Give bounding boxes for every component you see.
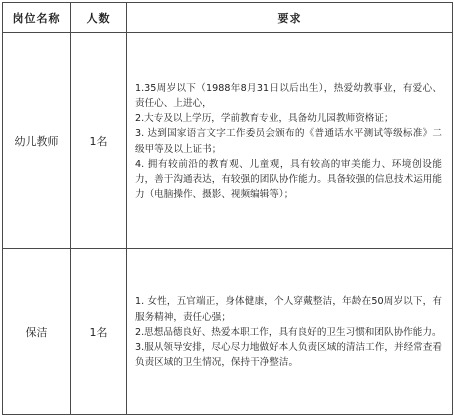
requirement-item: 1. 女性，五官端正，身体健康，个人穿戴整洁，年龄在50周岁以下，有服务精神，责任心强；: [135, 296, 442, 323]
requirement-item: 3. 达到国家语言文字工作委员会颁布的《普通话水平测试等级标准》二级甲等及以上证书；: [135, 128, 442, 155]
count-cell: 1名: [71, 249, 127, 415]
header-position: 岗位名称: [3, 3, 71, 33]
header-count: 人数: [71, 3, 127, 33]
position-cell: 保洁: [3, 249, 71, 415]
position-cell: 幼儿教师: [3, 33, 71, 249]
requirement-item: 2.大专及以上学历，学前教育专业，具备幼儿园教师资格证；: [135, 113, 394, 125]
requirement-item: 1.35周岁以下（1988年8月31日以后出生），热爱幼教事业，有爱心、责任心、上进心，: [135, 82, 442, 109]
requirements-cell: [127, 33, 453, 249]
requirement-item: 2.思想品德良好、热爱本职工作，具有良好的卫生习惯和团队协作能力。: [135, 326, 442, 338]
table-row-cleaner: [3, 249, 453, 415]
recruitment-table: [2, 2, 453, 415]
requirements-cell: [127, 249, 453, 415]
header-row: [3, 3, 453, 33]
requirement-item: 4. 拥有较前沿的教育观、儿童观，具有较高的审美能力、环境创设能力，善于沟通表达，有较强的团队协作能力。具备较强的信息技术运用能力（电脑操作、摄影、视频编辑等）；: [135, 158, 442, 201]
header-requirements: 要求: [127, 3, 453, 33]
count-cell: 1名: [71, 33, 127, 249]
table-row-teacher: [3, 33, 453, 249]
requirement-item: 3.服从领导安排，尽心尽力地做好本人负责区域的清洁工作，并经常查看负责区域的卫生情况，保持干净整洁。: [135, 342, 442, 369]
